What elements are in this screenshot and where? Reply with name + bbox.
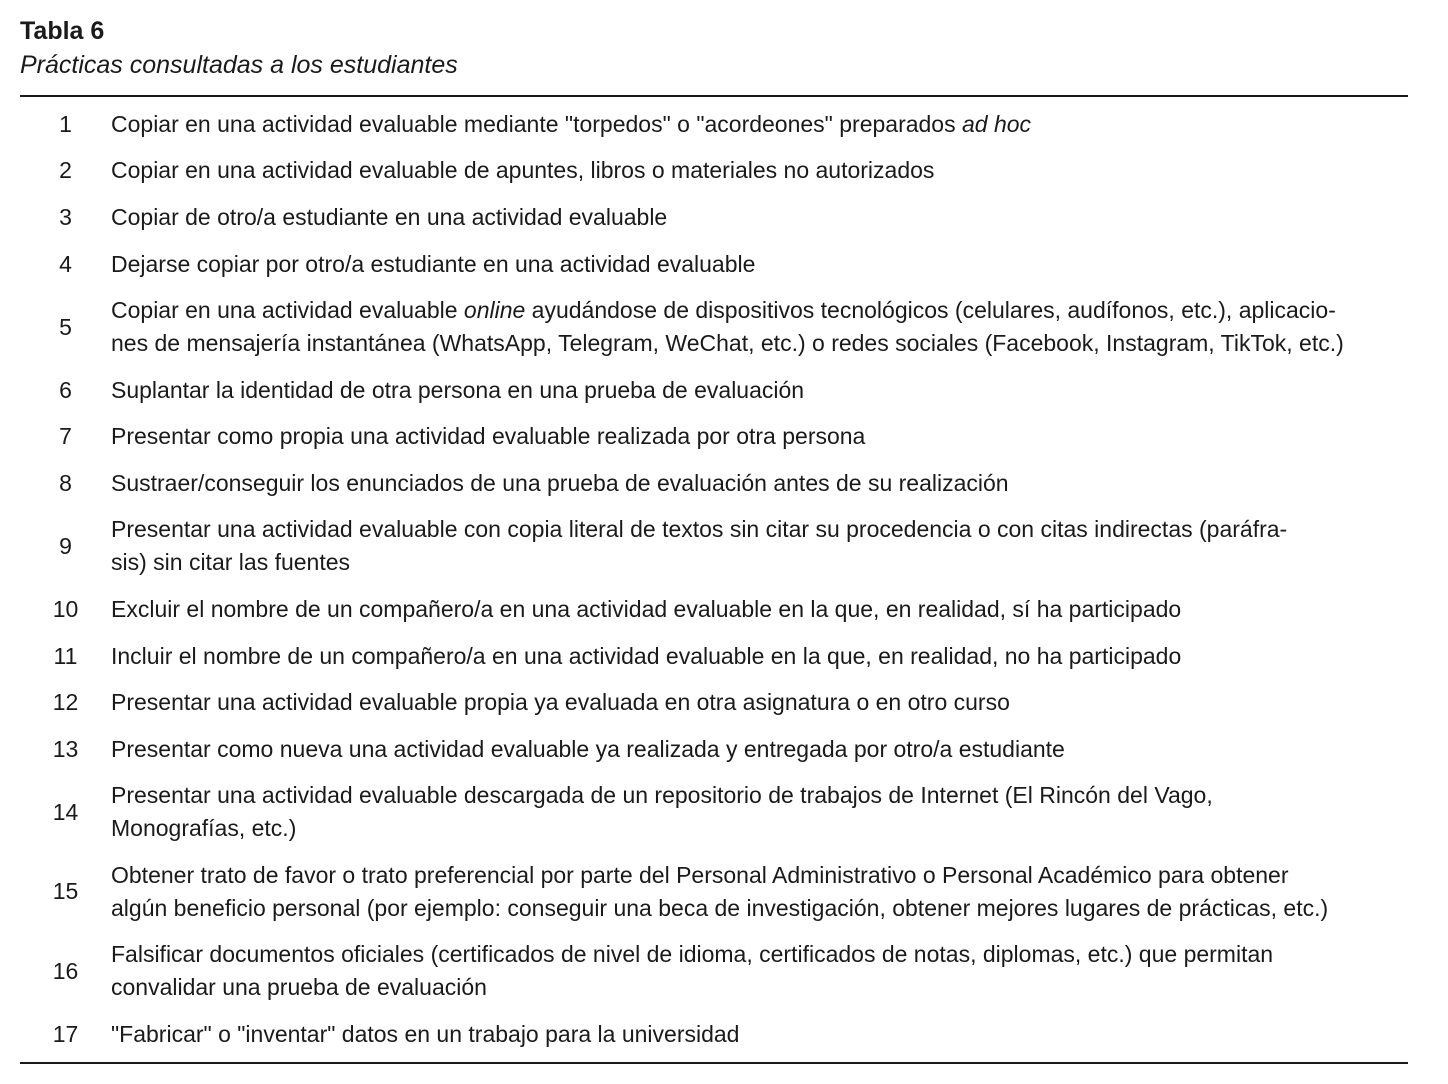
table-row bbox=[20, 148, 1408, 195]
table-row bbox=[20, 932, 1408, 1012]
row-text: "Fabricar" o "inventar" datos en un trabajo para la universidad bbox=[111, 1020, 740, 1047]
table-row bbox=[20, 194, 1408, 241]
table-row bbox=[20, 1011, 1408, 1058]
row-number: 5 bbox=[59, 313, 72, 340]
row-number: 7 bbox=[59, 423, 72, 450]
table-row bbox=[20, 460, 1408, 507]
row-number: 9 bbox=[59, 532, 72, 559]
row-number: 1 bbox=[59, 110, 72, 137]
table-body bbox=[20, 97, 1408, 1062]
row-number: 11 bbox=[53, 642, 78, 669]
table-row bbox=[20, 852, 1408, 932]
row-text: Copiar en una actividad evaluable mediante "torpedos" o "acordeones" preparados ad hoc bbox=[111, 110, 1032, 137]
row-text: Incluir el nombre de un compañero/a en una actividad evaluable en la que, en realidad, no ha participado bbox=[111, 642, 1182, 669]
table-row bbox=[20, 507, 1408, 587]
row-text: Presentar una actividad evaluable descargada de un repositorio de trabajos de Internet (El Rincón del Vago, Monografías, etc.) bbox=[111, 782, 1213, 842]
row-number: 16 bbox=[52, 957, 79, 984]
row-number: 13 bbox=[52, 735, 79, 762]
row-number: 2 bbox=[59, 157, 72, 184]
row-text: Presentar como propia una actividad evaluable realizada por otra persona bbox=[111, 423, 866, 450]
row-text: Presentar una actividad evaluable con copia literal de textos sin citar su procedencia o con citas indirectas (paráfra- sis) sin citar las fuentes bbox=[111, 516, 1288, 576]
row-number: 3 bbox=[59, 203, 72, 230]
table-caption: Prácticas consultadas a los estudiantes bbox=[20, 51, 458, 79]
table-row bbox=[20, 773, 1408, 853]
row-text: Dejarse copiar por otro/a estudiante en una actividad evaluable bbox=[111, 250, 756, 277]
table-row bbox=[20, 413, 1408, 460]
table-row bbox=[20, 679, 1408, 726]
row-number: 15 bbox=[52, 878, 79, 905]
row-number: 12 bbox=[52, 689, 79, 716]
row-number: 6 bbox=[59, 376, 72, 403]
row-text: Sustraer/conseguir los enunciados de una prueba de evaluación antes de su realización bbox=[111, 469, 1009, 496]
row-number: 4 bbox=[59, 250, 72, 277]
row-text: Obtener trato de favor o trato preferencial por parte del Personal Administrativo o Personal Académico para obtener algún beneficio personal (por ejemplo: conseguir una beca de investigación, obtener mejores lugares de prácticas, etc.) bbox=[111, 861, 1329, 921]
row-text: Copiar de otro/a estudiante en una actividad evaluable bbox=[111, 203, 668, 230]
row-text: Falsificar documentos oficiales (certificados de nivel de idioma, certificados de notas, diplomas, etc.) que permitan convalidar una prueba de evaluación bbox=[111, 941, 1274, 1001]
table-row bbox=[20, 633, 1408, 680]
table-row bbox=[20, 367, 1408, 414]
row-number: 10 bbox=[52, 595, 79, 622]
table-row bbox=[20, 101, 1408, 148]
table-row bbox=[20, 287, 1408, 367]
row-text: Copiar en una actividad evaluable de apuntes, libros o materiales no autorizados bbox=[111, 157, 935, 184]
bottom-rule bbox=[20, 1062, 1408, 1064]
row-text: Suplantar la identidad de otra persona en una prueba de evaluación bbox=[111, 376, 805, 403]
table-label: Tabla 6 bbox=[20, 17, 105, 45]
table-block bbox=[20, 14, 1408, 1064]
table-row bbox=[20, 586, 1408, 633]
row-number: 8 bbox=[59, 469, 72, 496]
table-row bbox=[20, 241, 1408, 288]
row-text: Presentar una actividad evaluable propia ya evaluada en otra asignatura o en otro curso bbox=[111, 689, 1010, 716]
row-text: Copiar en una actividad evaluable online ayudándose de dispositivos tecnológicos (celulares, audífonos, etc.), aplicacio- nes de mensajería instantánea (WhatsApp, Telegram, WeChat, etc.) o redes sociales (Facebook, Instagram, TikTok, etc.) bbox=[111, 297, 1344, 357]
row-text: Excluir el nombre de un compañero/a en una actividad evaluable en la que, en realidad, sí ha participado bbox=[111, 595, 1182, 622]
table-row bbox=[20, 726, 1408, 773]
row-number: 17 bbox=[52, 1020, 79, 1047]
row-text: Presentar como nueva una actividad evaluable ya realizada y entregada por otro/a estudiante bbox=[111, 735, 1065, 762]
row-number: 14 bbox=[52, 798, 79, 825]
